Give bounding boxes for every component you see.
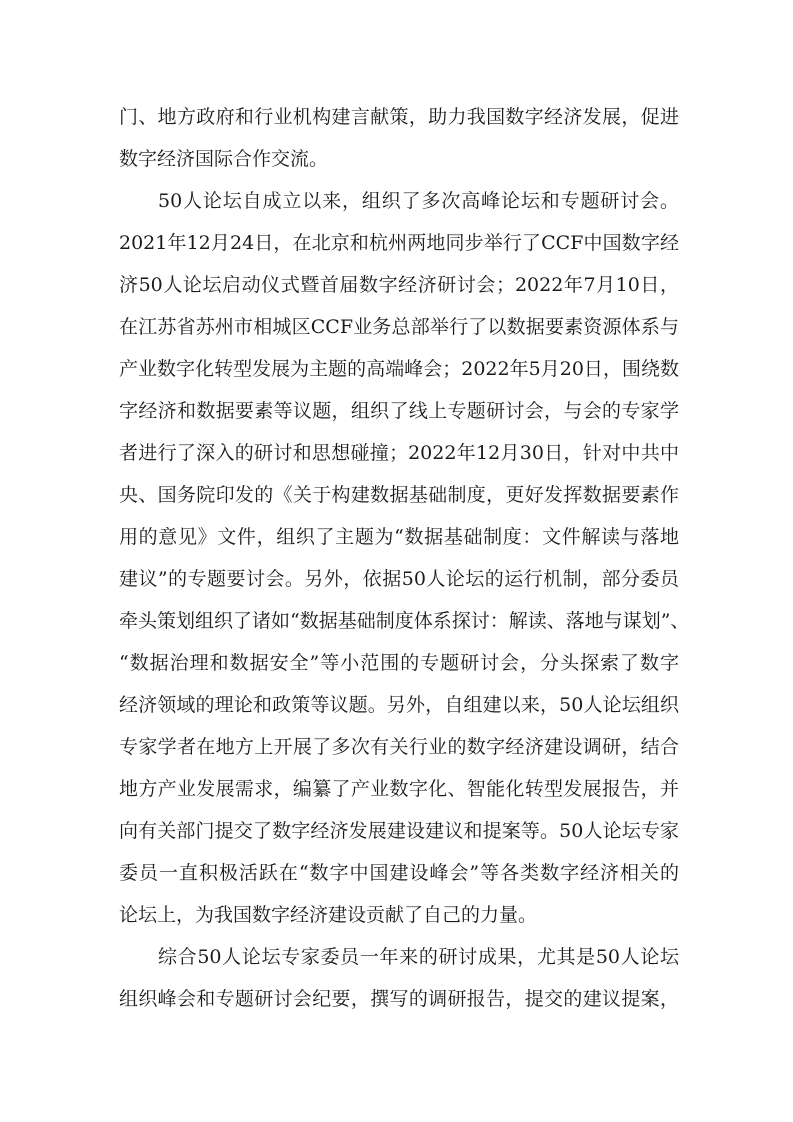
paragraph-line: 地方产业发展需求，编纂了产业数字化、智能化转型发展报告，并 [119,778,679,800]
paragraph-line: 用的意见》文件，组织了主题为“数据基础制度：文件解读与落地 [119,526,679,548]
paragraph-line: 牵头策划组织了诸如“数据基础制度体系探讨：解读、落地与谋划”、 [119,610,690,632]
paragraph-line: 在江苏省苏州市相城区CCF业务总部举行了以数据要素资源体系与 [119,316,679,338]
paragraph-line: “数据治理和数据安全”等小范围的专题研讨会，分头探索了数字 [119,652,679,674]
paragraph-line: 数字经济国际合作交流。 [119,148,329,170]
paragraph-line: 2021年12月24日，在北京和杭州两地同步举行了CCF中国数字经 [119,232,679,254]
paragraph-line: 门、地方政府和行业机构建言献策，助力我国数字经济发展，促进 [119,106,679,128]
paragraph-line: 字经济和数据要素等议题，组织了线上专题研讨会，与会的专家学 [119,400,679,422]
paragraph-line: 综合50人论坛专家委员一年来的研讨成果，尤其是50人论坛 [158,946,679,968]
paragraph-line: 产业数字化转型发展为主题的高端峰会；2022年5月20日，围绕数 [119,358,679,380]
paragraph-line: 向有关部门提交了数字经济发展建设建议和提案等。50人论坛专家 [119,820,679,842]
paragraph-line: 济50人论坛启动仪式暨首届数字经济研讨会；2022年7月10日， [119,274,679,296]
paragraph-line: 建议”的专题要讨会。另外，依据50人论坛的运行机制，部分委员 [119,568,679,590]
paragraph-line: 50人论坛自成立以来，组织了多次高峰论坛和专题研讨会。 [158,190,679,212]
paragraph-line: 组织峰会和专题研讨会纪要，撰写的调研报告，提交的建议提案， [119,988,679,1010]
paragraph-line: 经济领域的理论和政策等议题。另外，自组建以来，50人论坛组织 [119,694,679,716]
paragraph-line: 专家学者在地方上开展了多次有关行业的数字经济建设调研，结合 [119,736,679,758]
paragraph-line: 者进行了深入的研讨和思想碰撞；2022年12月30日，针对中共中 [119,442,679,464]
paragraph-line: 央、国务院印发的《关于构建数据基础制度，更好发挥数据要素作 [119,484,679,506]
paragraph-line: 论坛上，为我国数字经济建设贡献了自己的力量。 [119,904,538,926]
paragraph-line: 委员一直积极活跃在“数字中国建设峰会”等各类数字经济相关的 [119,862,679,884]
